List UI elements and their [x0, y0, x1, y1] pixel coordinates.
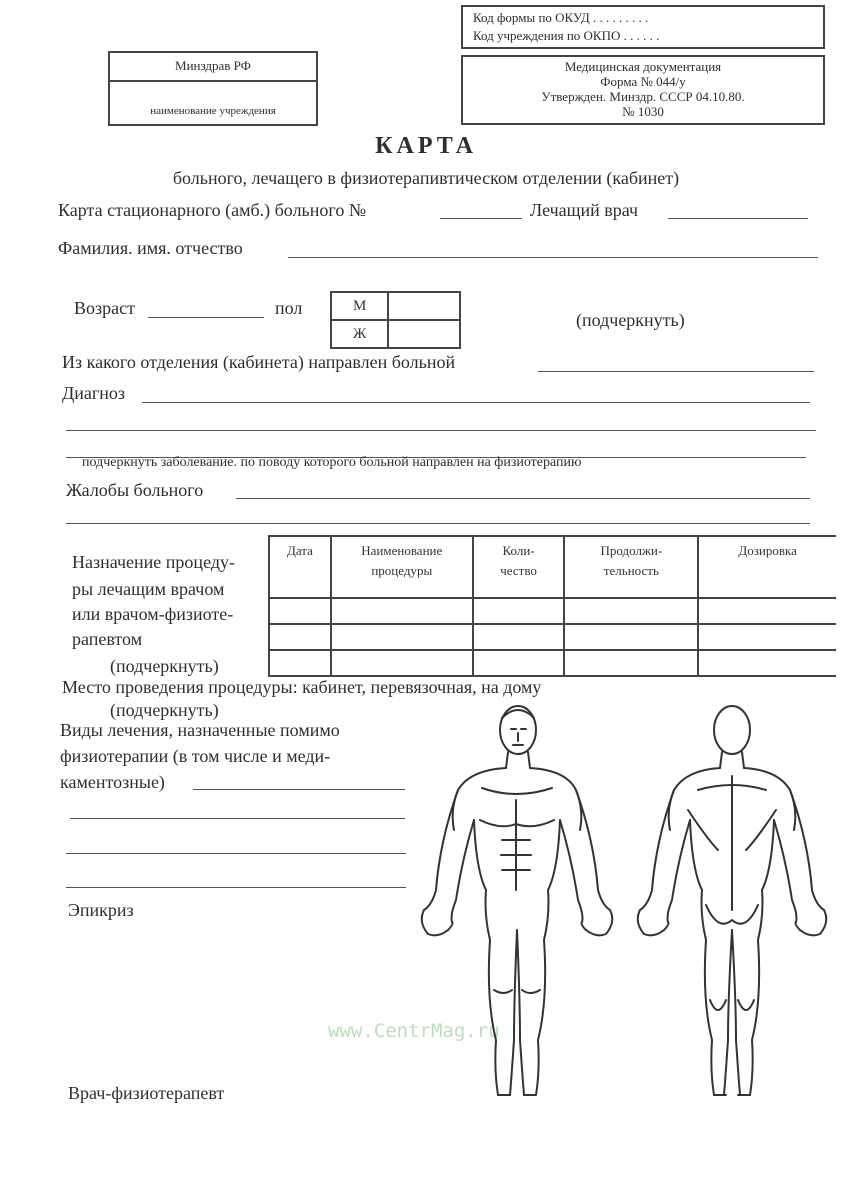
table-cell[interactable] — [564, 598, 698, 624]
other-treatment-line-3: каментозные) — [60, 772, 165, 792]
table-cell[interactable] — [331, 650, 473, 676]
approval-line-2: Форма № 044/у — [600, 74, 686, 89]
other-treatment-line-2: физиотерапии (в том числе и меди- — [60, 746, 331, 766]
diagnosis-note: подчеркнуть заболевание. по поводу которого больной направлен на физиотерапию — [82, 455, 582, 470]
epicrisis-label: Эпикриз — [68, 900, 134, 920]
sex-table — [330, 291, 461, 349]
procedure-label-line-3: или врачом-физиоте- — [72, 604, 234, 624]
table-cell[interactable] — [269, 624, 331, 650]
physio-doctor-label: Врач-физиотерапевт — [68, 1083, 225, 1103]
watermark: www.CentrMag.ru — [328, 1020, 500, 1042]
department-label: Из какого отделения (кабинета) направлен больной — [62, 352, 456, 372]
complaints-field-2[interactable] — [66, 523, 810, 524]
sex-male-cell[interactable]: М — [331, 292, 388, 320]
procedure-label-line-1: Назначение процеду- — [72, 552, 235, 572]
header-dosage: Дозировка — [698, 536, 836, 598]
table-cell[interactable] — [473, 598, 565, 624]
table-row — [269, 624, 836, 650]
age-label: Возраст — [74, 298, 135, 318]
sex-male-mark[interactable] — [388, 292, 460, 320]
sex-female-mark[interactable] — [388, 320, 460, 348]
institution-label: наименование учреждения — [150, 105, 276, 117]
header-quantity: Коли- чество — [473, 536, 565, 598]
table-cell[interactable] — [269, 650, 331, 676]
card-number-label: Карта стационарного (амб.) больного № — [58, 200, 366, 220]
document-title: КАРТА — [375, 133, 477, 159]
body-front-diagram — [410, 700, 620, 1105]
doctor-field[interactable] — [668, 218, 808, 219]
procedure-underline-note: (подчеркнуть) — [110, 656, 219, 676]
diagnosis-field-1[interactable] — [142, 402, 810, 403]
procedure-table — [268, 535, 836, 677]
table-cell[interactable] — [564, 650, 698, 676]
other-treatment-field-2[interactable] — [70, 818, 405, 819]
doctor-label: Лечащий врач — [530, 200, 639, 220]
department-field[interactable] — [538, 371, 814, 372]
ministry-label: Минздрав РФ — [175, 58, 251, 73]
header-duration: Продолжи- тельность — [564, 536, 698, 598]
table-cell[interactable] — [473, 650, 565, 676]
place-label: Место проведения процедуры: кабинет, перевязочная, на дому — [62, 677, 542, 697]
approval-line-3: Утвержден. Минздр. СССР 04.10.80. — [541, 89, 745, 104]
header-date: Дата — [269, 536, 331, 598]
table-cell[interactable] — [564, 624, 698, 650]
sex-female-cell[interactable]: Ж — [331, 320, 388, 348]
form-codes-box — [461, 5, 825, 49]
complaints-label: Жалобы больного — [66, 480, 204, 500]
table-row — [269, 650, 836, 676]
table-cell[interactable] — [331, 598, 473, 624]
diagnosis-field-2[interactable] — [66, 430, 816, 431]
document-subtitle: больного, лечащего в физиотерапивтическом отделении (кабинет) — [172, 168, 680, 188]
name-field[interactable] — [288, 257, 818, 258]
other-treatment-field-4[interactable] — [66, 887, 406, 888]
procedure-label-line-2: ры лечащим врачом — [72, 579, 225, 599]
table-cell[interactable] — [698, 650, 836, 676]
procedure-label-line-4: рапевтом — [72, 629, 143, 649]
other-treatment-field-1[interactable] — [193, 789, 405, 790]
complaints-field-1[interactable] — [236, 498, 810, 499]
underline-note: (подчеркнуть) — [576, 310, 685, 330]
other-treatment-field-3[interactable] — [66, 853, 406, 854]
diagnosis-label: Диагноз — [62, 383, 126, 403]
okpo-code-label: Код учреждения по ОКПО . . . . . . — [473, 28, 660, 43]
ministry-box — [108, 51, 318, 126]
name-label: Фамилия. имя. отчество — [58, 238, 243, 258]
approval-line-4: № 1030 — [622, 104, 664, 119]
table-cell[interactable] — [698, 624, 836, 650]
age-field[interactable] — [148, 317, 264, 318]
table-cell[interactable] — [269, 598, 331, 624]
place-underline-note: (подчеркнуть) — [110, 700, 219, 720]
okud-code-label: Код формы по ОКУД . . . . . . . . . — [473, 10, 649, 25]
other-treatment-line-1: Виды лечения, назначенные помимо — [60, 720, 340, 740]
header-procedure-name: Наименование процедуры — [331, 536, 473, 598]
card-number-field[interactable] — [440, 218, 522, 219]
table-cell[interactable] — [331, 624, 473, 650]
sex-label: пол — [275, 298, 303, 318]
approval-box — [461, 55, 825, 125]
table-row — [269, 598, 836, 624]
body-back-diagram — [628, 700, 838, 1105]
table-cell[interactable] — [698, 598, 836, 624]
table-cell[interactable] — [473, 624, 565, 650]
approval-line-1: Медицинская документация — [564, 59, 722, 74]
